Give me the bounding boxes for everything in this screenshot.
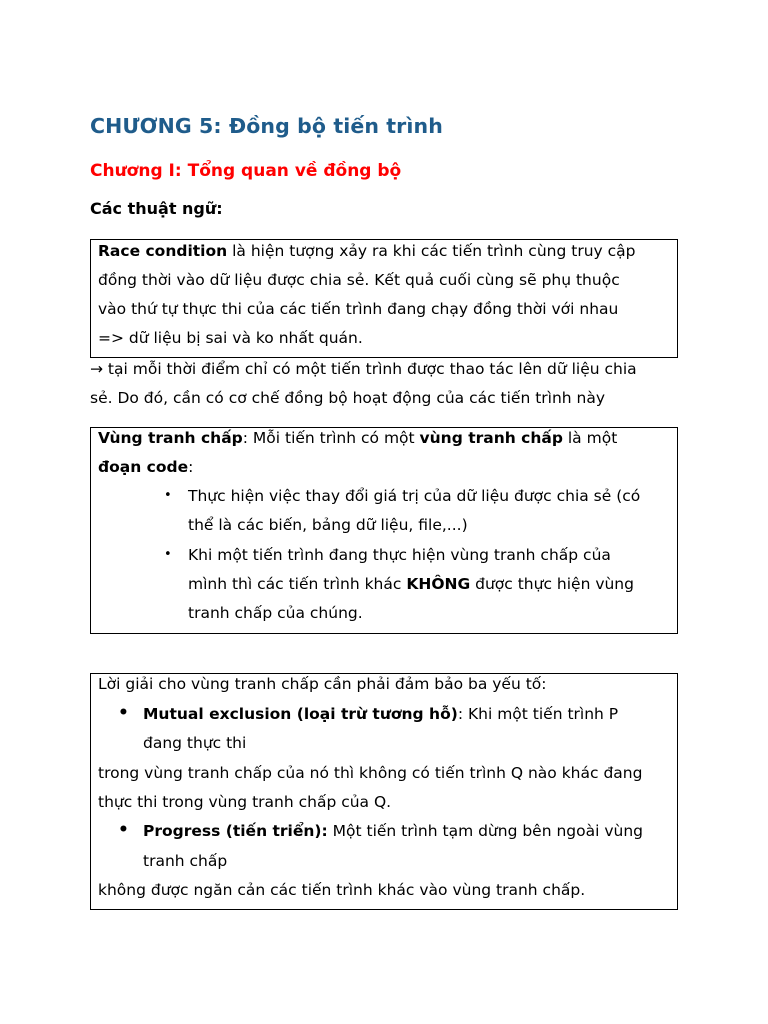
section-title: Chương I: Tổng quan về đồng bộ <box>90 161 402 181</box>
race-line-1-text: là hiện tượng xảy ra khi các tiến trình cùng truy cập <box>227 242 636 260</box>
critical-term-2: vùng tranh chấp <box>419 429 563 447</box>
critical-b2-text-b: được thực hiện vùng <box>470 575 634 593</box>
note-line-2: sẻ. Do đó, cần có cơ chế đồng bộ hoạt động của các tiến trình này <box>90 389 606 407</box>
critical-term-3: đoạn code <box>98 458 189 476</box>
critical-text-1: : Mỗi tiến trình có một <box>242 429 420 447</box>
critical-colon: : <box>188 458 194 476</box>
chapter-title: CHƯƠNG 5: Đồng bộ tiến trình <box>90 114 443 138</box>
critical-text-2: là một <box>562 429 618 447</box>
critical-line-1 <box>98 428 617 448</box>
critical-line-2 <box>98 457 193 477</box>
progress-line-3: không được ngăn cản các tiến trình khác vào vùng tranh chấp. <box>98 881 586 899</box>
mutex-line-2: đang thực thi <box>143 734 247 752</box>
mutex-line-3: trong vùng tranh chấp của nó thì không có tiến trình Q nào khác đang <box>98 764 643 782</box>
bullet-icon: • <box>164 488 172 503</box>
critical-b2-bold: KHÔNG <box>406 575 471 593</box>
mutex-text: : Khi một tiến trình P <box>457 705 619 723</box>
terms-heading: Các thuật ngữ: <box>90 199 223 218</box>
bullet-icon: • <box>118 703 129 723</box>
mutex-line-1 <box>143 704 618 724</box>
race-term: Race condition <box>98 242 228 260</box>
arrow-icon: → <box>90 360 103 378</box>
critical-b2-line-3: tranh chấp của chúng. <box>188 604 363 622</box>
race-line-3: vào thứ tự thực thi của các tiến trình đang chạy đồng thời với nhau <box>98 300 619 318</box>
race-line-2: đồng thời vào dữ liệu được chia sẻ. Kết quả cuối cùng sẽ phụ thuộc <box>98 271 620 289</box>
note-line-1 <box>90 359 637 379</box>
race-line-1 <box>98 241 635 261</box>
progress-text: Một tiến trình tạm dừng bên ngoài vùng <box>327 822 644 840</box>
critical-b2-text-a: mình thì các tiến trình khác <box>188 575 407 593</box>
critical-b2-line-1: Khi một tiến trình đang thực hiện vùng tranh chấp của <box>188 546 611 564</box>
mutex-term: Mutual exclusion (loại trừ tương hỗ) <box>143 705 458 723</box>
race-line-4: => dữ liệu bị sai và ko nhất quán. <box>98 329 363 347</box>
bullet-icon: • <box>164 547 172 562</box>
progress-line-2: tranh chấp <box>143 852 228 870</box>
progress-term: Progress (tiến triển): <box>143 822 328 840</box>
critical-b2-line-2 <box>188 574 634 594</box>
bullet-icon: • <box>118 820 129 840</box>
critical-term: Vùng tranh chấp <box>98 429 243 447</box>
note-line-1-text: tại mỗi thời điểm chỉ có một tiến trình được thao tác lên dữ liệu chia <box>103 360 637 378</box>
critical-b1-line-2: thể là các biến, bảng dữ liệu, file,...) <box>188 516 468 534</box>
progress-line-1 <box>143 821 643 841</box>
solution-intro: Lời giải cho vùng tranh chấp cần phải đảm bảo ba yếu tố: <box>98 675 547 693</box>
mutex-line-4: thực thi trong vùng tranh chấp của Q. <box>98 793 392 811</box>
critical-b1-line-1: Thực hiện việc thay đổi giá trị của dữ liệu được chia sẻ (có <box>188 487 641 505</box>
